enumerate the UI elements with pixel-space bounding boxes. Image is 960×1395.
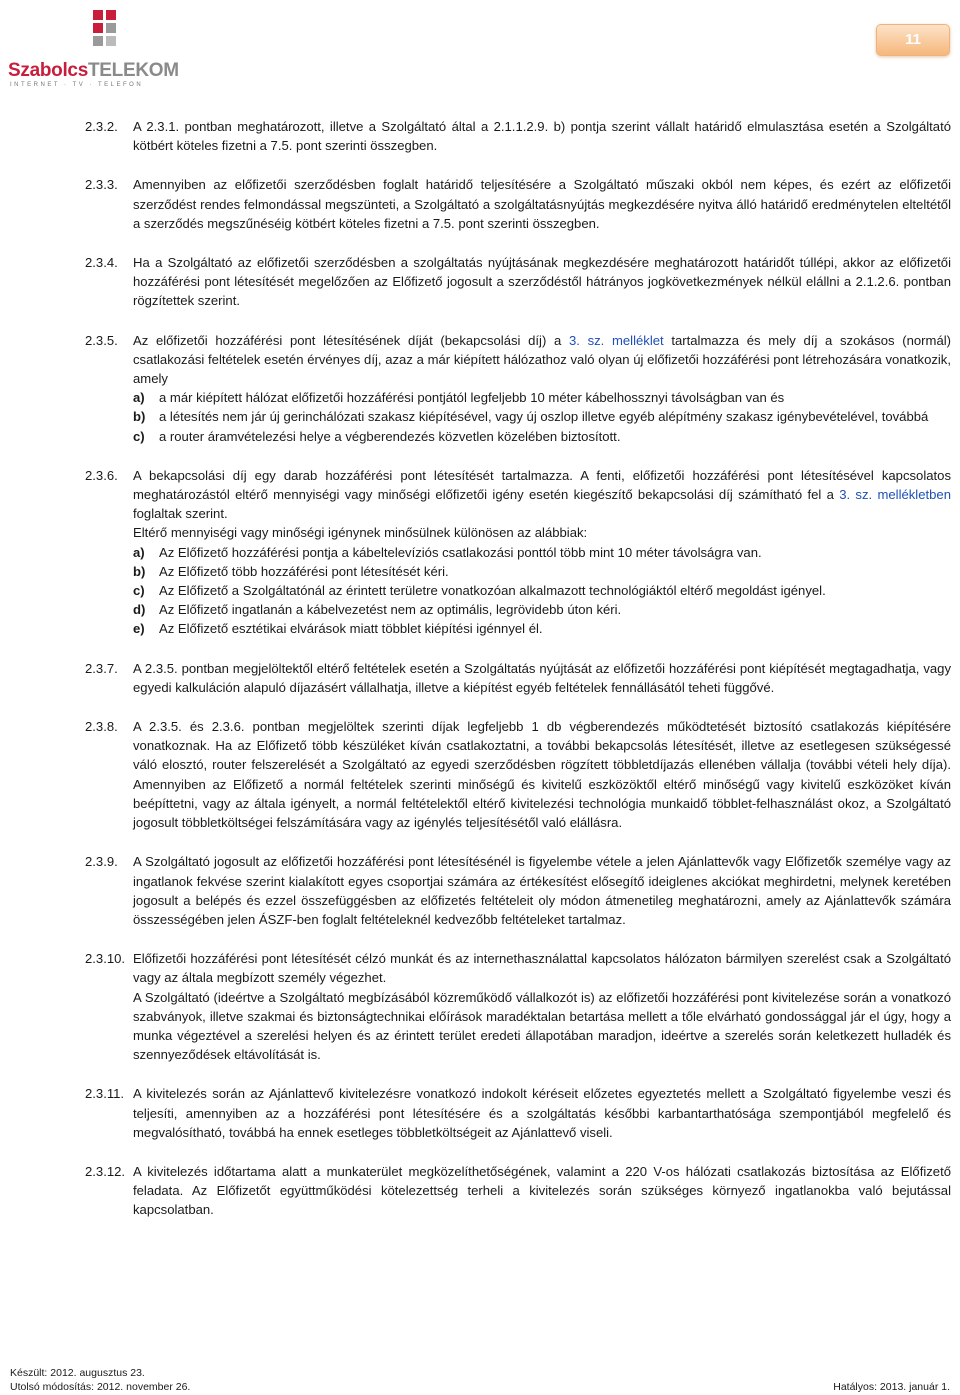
list-letter: c) — [133, 583, 145, 599]
list-letter: e) — [133, 621, 145, 637]
section-2-3-5 — [85, 331, 951, 446]
list-text: a router áramvételezési helye a végberendezés közvetlen közelében biztosított. — [159, 428, 621, 444]
section-2-3-9 — [85, 852, 951, 929]
list-item — [133, 619, 951, 638]
section-subtext: A Szolgáltató (ideértve a Szolgáltató megbízásából közreműködő vállalkozót is) az előfizetői hozzáférési pont kivitelezése során a vonatkozó szabványok, illetve szakmai és biztonságtechnikai előírások maradéktalan betartása mellett a tőle elvárható gondossággal jár el úgy, hogy a munka végeztével a szerelési helyen és az érintett terület eredeti állapotában maradjon, ideértve a szerelés során keletkezett hulladék és szennyeződések eltávolítását is. — [133, 989, 951, 1063]
section-text: A kivitelezés során az Ajánlattevő kivitelezésre vonatkozó indokolt kéréseit előzetes egyeztetés mellett a Szolgáltató figyelembe veszi és teljesíti, amennyiben az a hozzáférési pont létesítésére és a szolgáltatás későbbi karbantarthatósága szempontjából megfelelő és megvalósítható, továbbá ha ennek esetleges többletköltségeit az Ajánlattevő viseli. — [133, 1086, 951, 1140]
section-number: 2.3.6. — [85, 467, 118, 483]
section-2-3-4 — [85, 253, 951, 311]
section-text: A 2.3.1. pontban meghatározott, illetve a Szolgáltató által a 2.1.1.2.9. b) pontja szerint vállalt határidő elmulasztása esetén a Szolgáltató kötbért köteles fizetni a 7.5. pont szerinti összegben. — [133, 119, 951, 154]
list-text: Az Előfizető több hozzáférési pont létesítését kéri. — [159, 563, 449, 579]
section-2-3-2 — [85, 117, 951, 155]
annex-link[interactable]: 3. sz. mellékletben — [839, 487, 951, 503]
list-item — [133, 600, 951, 619]
section-text: A bekapcsolási díj egy darab hozzáférési pont létesítését tartalmazza. A fenti, előfizetői hozzáférési pont létesítésével kapcsolatos meghatározástól eltérő mennyiségi vagy minőségi előfizetői igény esetén kiegészítő bekapcsolási díj számítható fel a — [133, 467, 951, 503]
list-letter: a) — [133, 544, 145, 560]
section-text: A 2.3.5. pontban megjelöltektől eltérő feltételek esetén a Szolgáltatás nyújtását az előfizetői hozzáférési pont kiépítését megtagadhatja, vagy egyedi kalkuláción alapuló díjazásért vállalhatja, illetve a kiépítést egyéb feltételek fennállásától teheti függővé. — [133, 660, 951, 695]
list-text: Az Előfizető ingatlanán a kábelvezetést nem az optimális, legrövidebb úton kéri. — [159, 602, 622, 618]
logo-tagline: INTERNET · TV · TELEFON — [10, 82, 144, 88]
list-letter: b) — [133, 563, 146, 579]
page-footer — [10, 1366, 950, 1394]
footer-created: Készült: 2012. augusztus 23. — [10, 1367, 145, 1379]
page-number-badge: 11 — [876, 24, 950, 56]
section-2-3-3 — [85, 175, 951, 233]
footer-effective: Hatályos: 2013. január 1. — [833, 1381, 950, 1393]
list-letter: d) — [133, 602, 146, 618]
logo-brand: SzabolcsTELEKOM — [8, 60, 179, 81]
list-item — [133, 427, 951, 446]
section-number: 2.3.2. — [85, 119, 118, 134]
list-text: a már kiépített hálózat előfizetői hozzáférési pontjától legfeljebb 10 méter kábelhossznyi távolságban van és — [159, 390, 785, 406]
section-text: A Szolgáltató jogosult az előfizetői hozzáférési pont létesítésénél is figyelembe vétele a jelen Ajánlattevők vagy Előfizetők személye vagy az ingatlanok fekvése szerint kialakított egyes csoportjai számára az értékesítést elősegítő ideiglenes akciókat meghirdetni, melynek keretében jogosult a belépés és ezzel összefüggésben az előfizetés feltételeit oly módon átmenetileg meghatározni, amely az Ajánlattevők számára összességében jelen ÁSZF-ben foglalt feltételeknél kedvezőbb feltételeket tartalmaz. — [133, 854, 951, 927]
section-number: 2.3.9. — [85, 854, 118, 870]
list-text: a létesítés nem jár új gerinchálózati szakasz kiépítésével, vagy új oszlop illetve egyéb alépítmény szakasz igénybevételével, továbbá — [159, 409, 929, 425]
section-2-3-7 — [85, 659, 951, 697]
section-2-3-10 — [85, 949, 951, 1064]
section-text: Ha a Szolgáltató az előfizetői szerződésben a szolgáltatás nyújtásának megkezdésére meghatározott határidőt túllépi, akkor az előfizetői hozzáférési pont létesítését megelőzően az Előfizető jogosult a szerződéstől hátrányos jogkövetkezmények nélkül elállni a 2.1.2.6. pontban rögzítettek szerint. — [133, 255, 951, 309]
section-number: 2.3.5. — [85, 332, 118, 348]
section-number: 2.3.7. — [85, 660, 118, 676]
list-item — [133, 407, 951, 426]
list-item — [133, 543, 951, 562]
section-number: 2.3.3. — [85, 177, 118, 193]
section-number: 2.3.4. — [85, 255, 118, 271]
section-2-3-12 — [85, 1162, 951, 1220]
list-text: Az Előfizető a Szolgáltatónál az érintett területre vonatkozóan alkalmazott technológiáktól eltérő megoldást igényel. — [159, 583, 826, 599]
list-letter: a) — [133, 390, 145, 406]
list-item — [133, 388, 951, 407]
section-text: Az előfizetői hozzáférési pont létesítésének díját (bekapcsolási díj) a — [133, 332, 569, 348]
section-number: 2.3.11. — [85, 1086, 125, 1102]
list-item — [133, 581, 951, 600]
list-letter: b) — [133, 409, 146, 425]
list-text: Az Előfizető esztétikai elvárások miatt többlet kiépítési igénnyel él. — [159, 621, 543, 637]
section-text: Amennyiben az előfizetői szerződésben foglalt határidő teljesítésére a Szolgáltató műszaki okból nem képes, és ezért az előfizetői szerződést rendes felmondással megszünteti, a Szolgáltató a szolgáltatásnyújtás megkezdésére nyitva álló határidő eredménytelen elteltétől a szerződés megszűnéséig kötbért köteles fizetni a 7.5. pont szerinti összegben. — [133, 177, 951, 231]
section-text: tartalmazza és mely díj a szokásos (normál) csatlakozási feltételek esetén érvényes díj, azaz a már kiépített hálózathoz való olyan új előfizetői hozzáférési pont létrehozására vonatkozik, amely — [133, 332, 952, 387]
list-item — [133, 562, 951, 581]
list-text: Az Előfizető hozzáférési pontja a kábeltelevíziós csatlakozási ponttól több mint 10 méter távolságra van. — [159, 544, 762, 560]
section-number: 2.3.12. — [85, 1163, 126, 1179]
annex-link[interactable]: 3. sz. melléklet — [568, 332, 664, 348]
section-text: A kivitelezés időtartama alatt a munkaterület megközelíthetőségének, valamint a 220 V-os hálózati csatlakozás biztosítása az Előfizető feladata. Az Előfizetőt együttműködési kötelezettség terheli a kivitelezés során szükséges környező ingatlanokba való bejutással kapcsolatban. — [133, 1163, 951, 1218]
section-2-3-6 — [85, 466, 951, 639]
section-text: Előfizetői hozzáférési pont létesítését célzó munkát és az internethasználattal kapcsolatos hálózaton bármilyen szerelést csak a Szolgáltató vagy az általa megbízott személy végezhet. — [133, 951, 951, 986]
section-number: 2.3.10. — [85, 951, 126, 967]
company-logo — [8, 8, 179, 88]
document-body — [85, 117, 951, 1240]
section-text: A 2.3.5. és 2.3.6. pontban megjelöltek szerinti díjak legfeljebb 1 db végberendezés működtetését biztosító csatlakozás kiépítésére vonatkoznak. Ha az Előfizető több készüléket kíván csatlakoztatni, a további bekapcsolás létesítését, illetve az esetlegesen szükségessé váló elosztó, router felszerelését a Szolgáltató az egyedi szerződésben rögzített többletdíjazás ellenében vállalja (további vételi hely díja). Amennyiben az Előfizető a normál feltételek szerinti minőségű és kivitelű eszközöktől eltérő minőségű vagy kivitelű eszközöket kíván beépíttetni, vagy az általa igényelt, a normál feltételektől eltérő kivitelezési technológia munkaidő többlet-felhasználást okoz, a Szolgáltató jogosult többletköltségei felszámítására vagy az igénylés teljesítésétől való elállásra. — [133, 719, 951, 831]
list-letter: c) — [133, 428, 145, 444]
section-subtext: Eltérő mennyiségi vagy minőségi igénynek minősülnek különösen az alábbiak: — [133, 525, 588, 541]
section-2-3-8 — [85, 717, 951, 832]
footer-modified: Utolsó módosítás: 2012. november 26. — [10, 1381, 191, 1393]
section-number: 2.3.8. — [85, 719, 118, 735]
section-2-3-11 — [85, 1084, 951, 1142]
section-text: foglaltak szerint. — [133, 506, 228, 522]
